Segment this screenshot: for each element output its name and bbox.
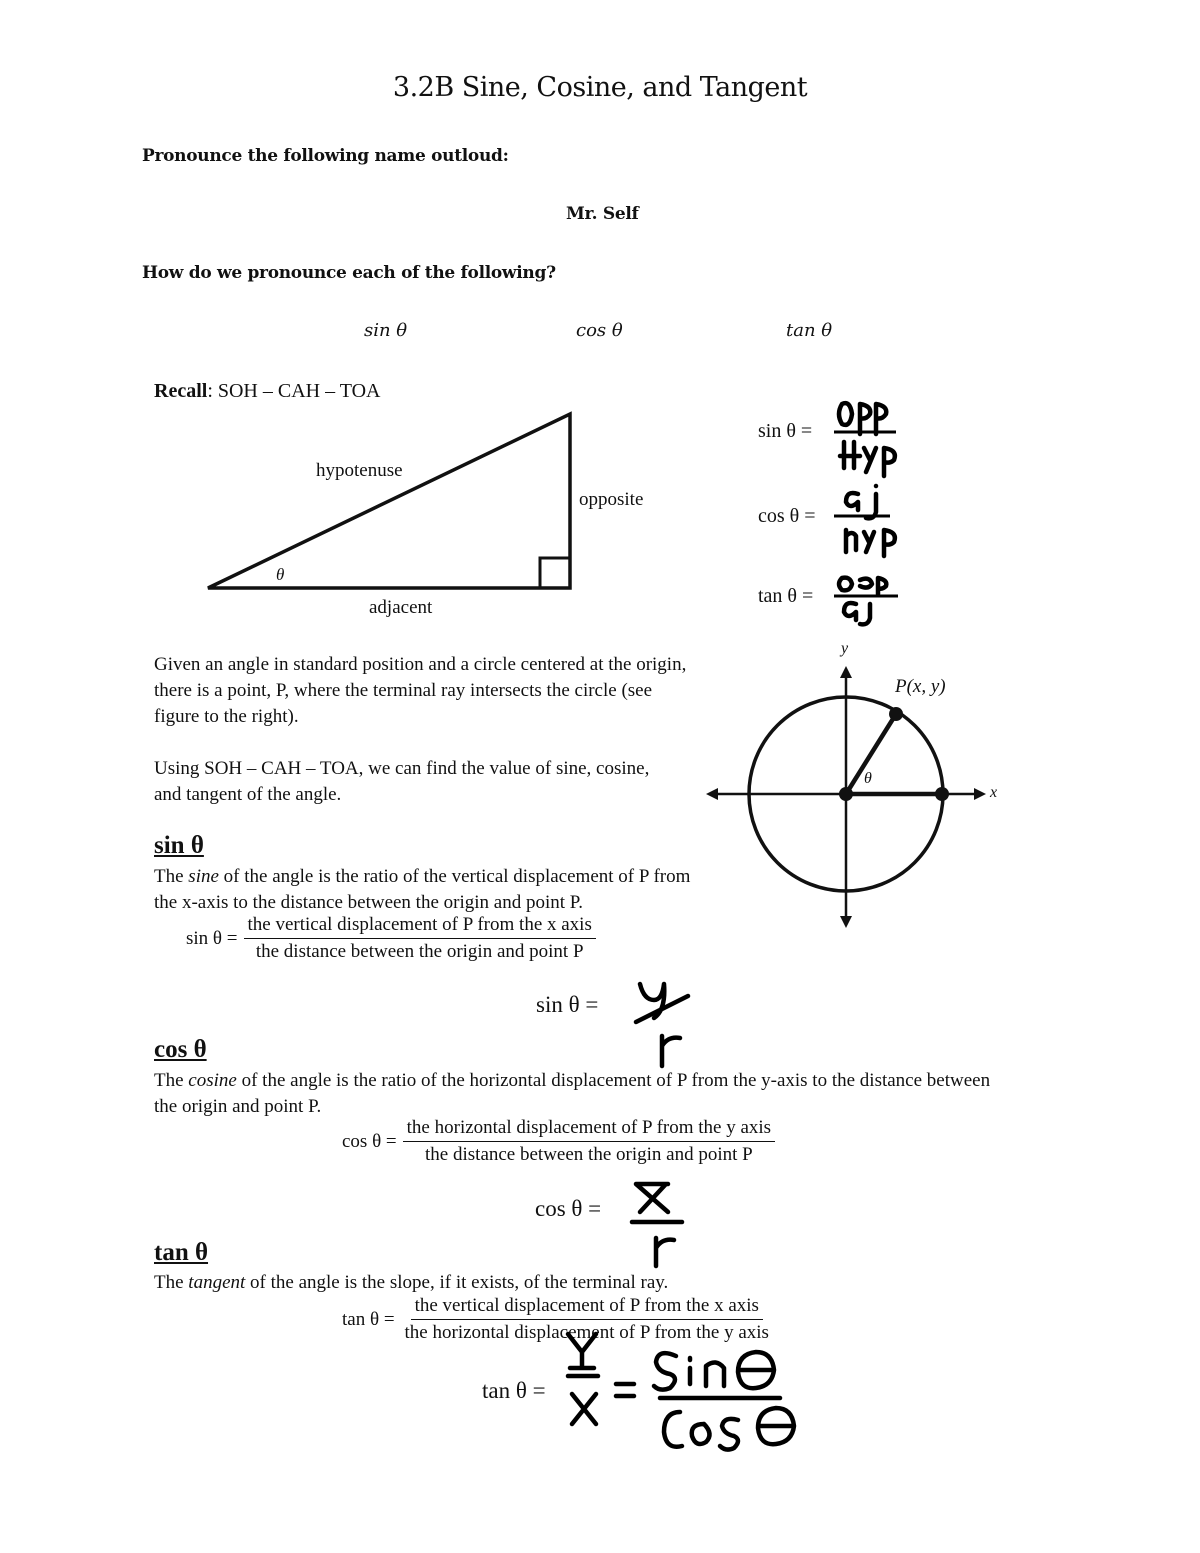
- ratio-cos-lhs: cos θ =: [758, 505, 816, 527]
- tan-def-denominator: the horizontal displacement of P from the y axis: [404, 1322, 769, 1343]
- cos-def-denominator: the distance between the origin and point P: [425, 1144, 753, 1165]
- label-y-axis: y: [841, 640, 849, 657]
- sin-description: The sine of the angle is the ratio of the vertical displacement of P from the x-axis to the distance between the origin and point P.: [154, 866, 691, 913]
- prompt-pronounce-name: Pronounce the following name outloud:: [142, 146, 509, 166]
- ratio-tan-lhs: tan θ =: [758, 585, 814, 607]
- tan-heading: tan θ: [154, 1239, 209, 1266]
- sin-def-lhs: sin θ =: [186, 927, 238, 949]
- label-hypotenuse: hypotenuse: [316, 460, 403, 481]
- label-adjacent: adjacent: [369, 597, 433, 618]
- recall-label: Recall: [154, 380, 208, 402]
- name-mr-self: Mr. Self: [566, 204, 639, 224]
- page-title: 3.2B Sine, Cosine, and Tangent: [392, 72, 808, 103]
- label-theta-circle: θ: [864, 770, 872, 787]
- tan-def-numerator: the vertical displacement of P from the x axis: [411, 1295, 763, 1320]
- using-paragraph: Using SOH – CAH – TOA, we can find the value of sine, cosine, and tangent of the angle.: [154, 758, 650, 805]
- cos-description: The cosine of the angle is the ratio of the horizontal displacement of P from the y-axis to the distance between the origin and point P.: [154, 1070, 991, 1117]
- cos-def-lhs: cos θ =: [342, 1130, 397, 1152]
- pronounce-tan: tan θ: [786, 320, 833, 341]
- sin-def-numerator: the vertical displacement of P from the x axis: [244, 914, 596, 939]
- cos-heading: cos θ: [154, 1036, 207, 1063]
- tan-description: The tangent of the angle is the slope, if it exists, of the terminal ray.: [154, 1272, 669, 1293]
- label-opposite: opposite: [579, 489, 644, 510]
- ratio-sin-lhs: sin θ =: [758, 420, 813, 442]
- sin-heading: sin θ: [154, 832, 204, 859]
- label-theta-triangle: θ: [276, 565, 285, 584]
- tan-result-lhs: tan θ =: [482, 1378, 546, 1403]
- pronounce-cos: cos θ: [576, 320, 623, 341]
- label-x-axis: x: [990, 784, 998, 801]
- cos-def-numerator: the horizontal displacement of P from the y axis: [403, 1117, 775, 1142]
- tan-def-lhs: tan θ =: [342, 1308, 395, 1330]
- intro-paragraph: Given an angle in standard position and a circle centered at the origin, there is a point, P, where the terminal ray intersects the circle (see figure to the right).: [154, 654, 687, 727]
- label-point-p: P(x, y): [895, 676, 946, 697]
- pronounce-sin: sin θ: [364, 320, 408, 341]
- recall-text: : SOH – CAH – TOA: [207, 380, 381, 402]
- cos-result-lhs: cos θ =: [535, 1196, 602, 1221]
- sin-def-denominator: the distance between the origin and point P: [255, 941, 584, 962]
- sin-result-lhs: sin θ =: [536, 992, 599, 1017]
- prompt-pronounce-items: How do we pronounce each of the following?: [142, 263, 556, 283]
